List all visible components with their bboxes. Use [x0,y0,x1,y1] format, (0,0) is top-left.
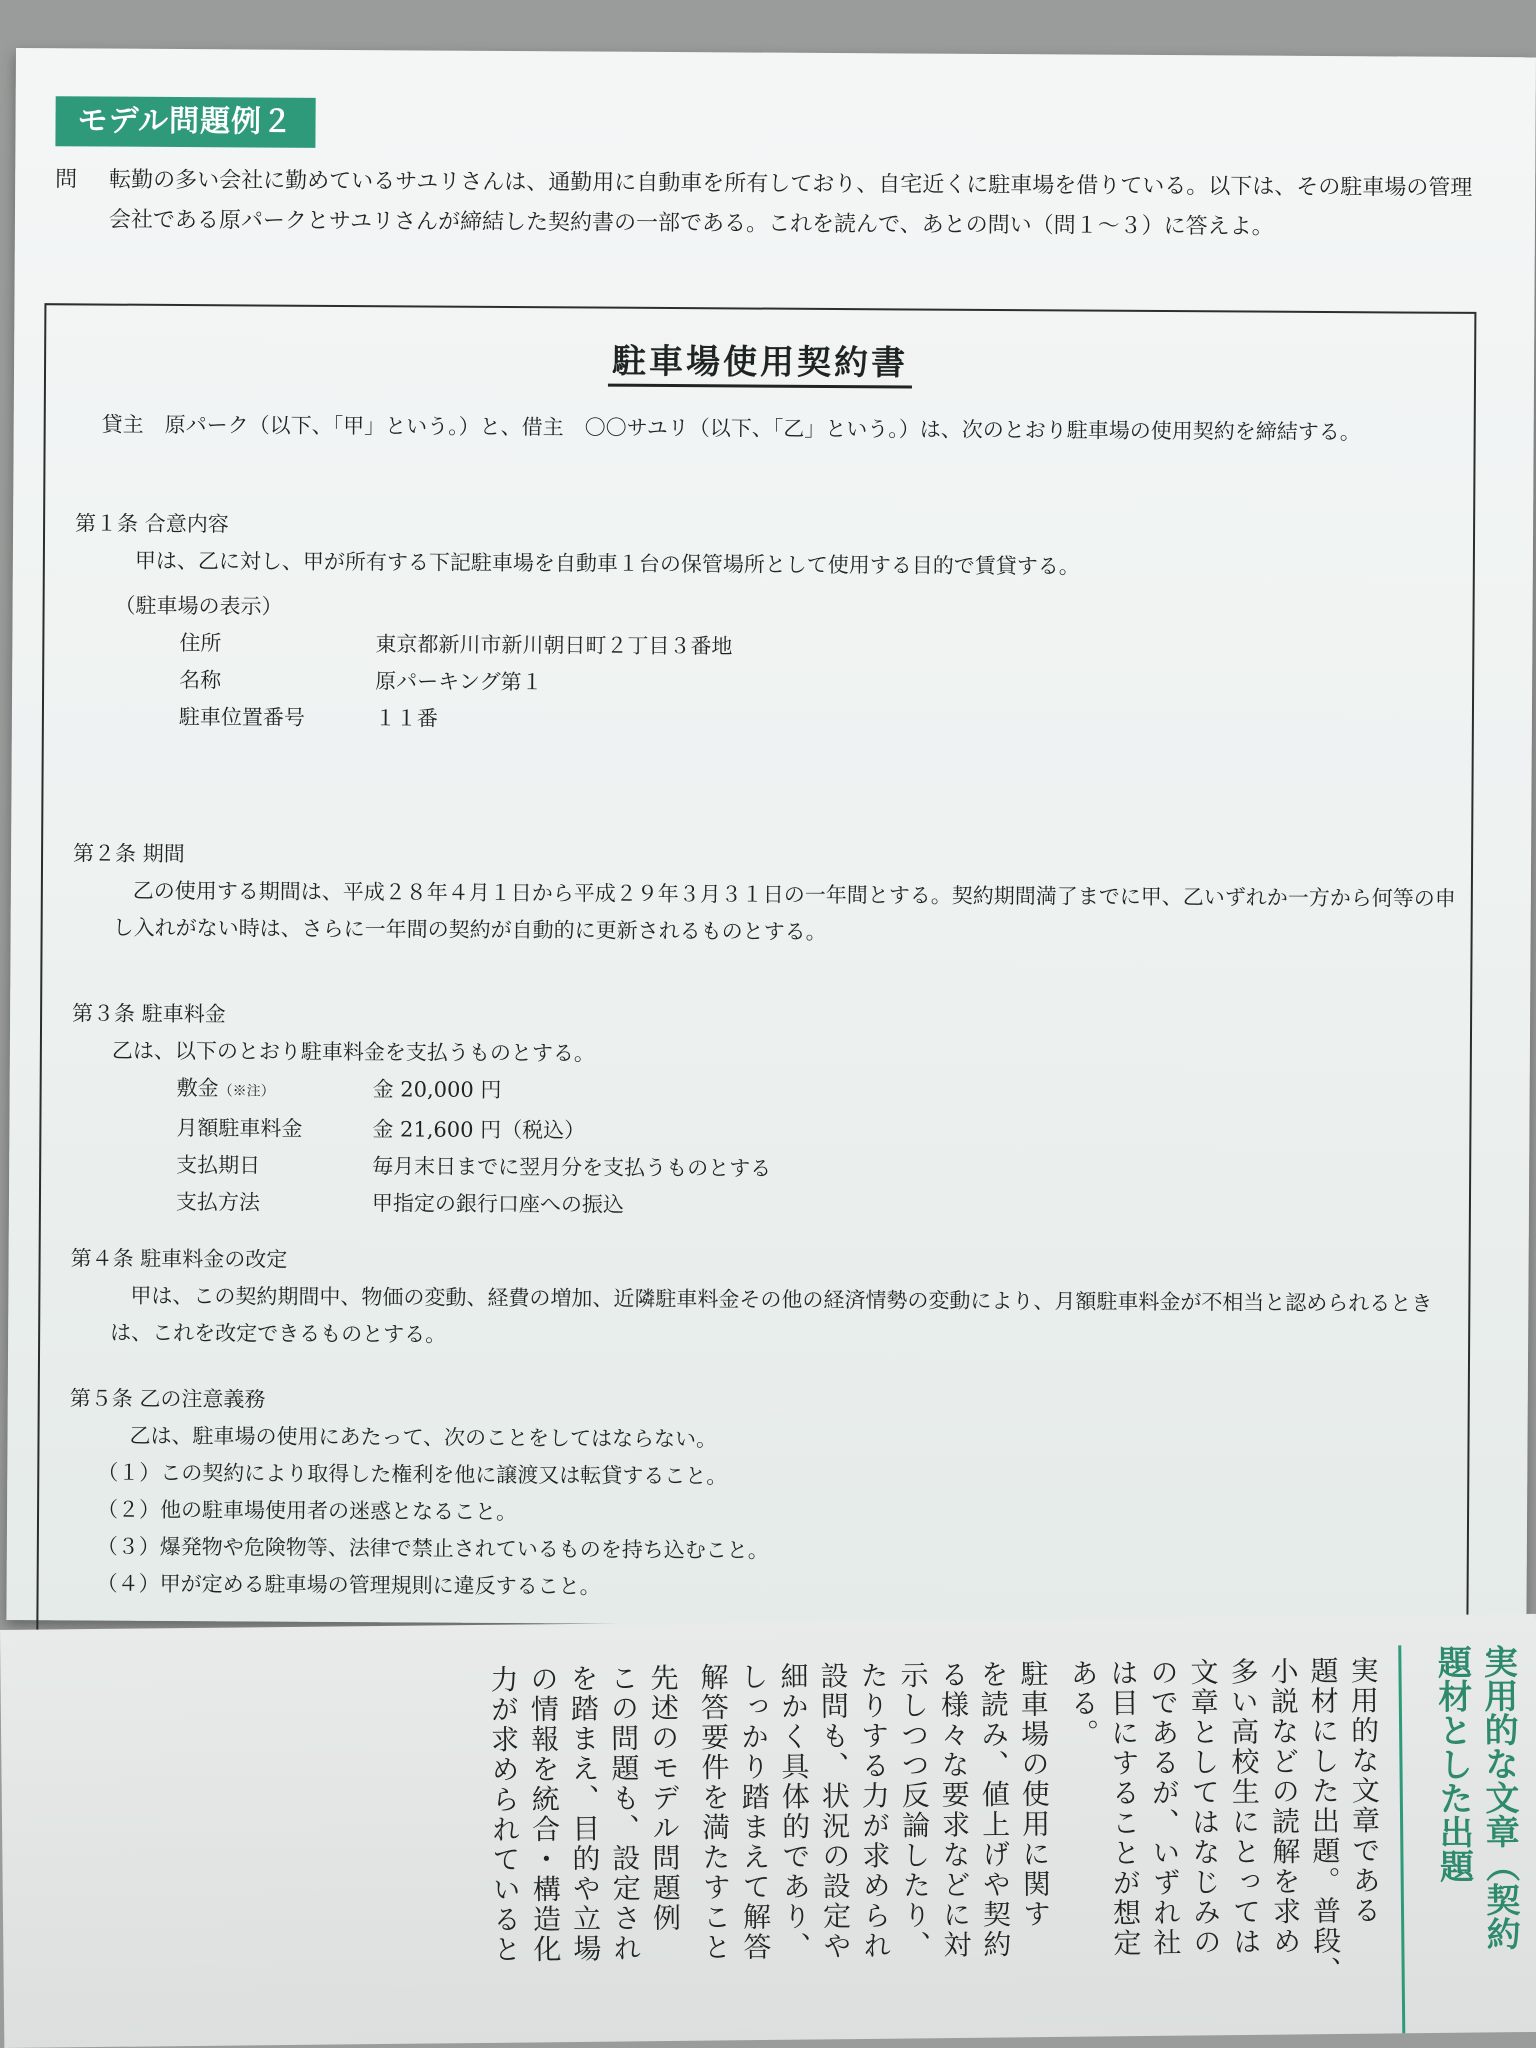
contract-box [36,303,1476,1647]
list-item: （２）他の駐車場使用者の迷惑となること。 [97,1497,518,1525]
bottom-heading-1: 実用的な文章（契約 [1477,1644,1521,1951]
article-3-body: 乙は、以下のとおり駐車料金を支払うものとする。 [111,1038,595,1066]
column-text: 解答要件を満たすこと [696,1662,733,1963]
column-text: を読み、値上げや契約 [976,1659,1013,1960]
article-4 [70,1240,1461,1359]
column-text: の情報を統合・構造化 [526,1664,563,1965]
column-text: 文章としてはなじみの [1186,1657,1223,1958]
column-text: 多い高校生にとっては [1226,1656,1263,1958]
table-row: 名称 原パーキング第１ [179,668,543,695]
table-row: 住所 東京都新川市新川朝日町２丁目３番地 [179,631,733,659]
list-item: （３）爆発物や危険物等、法律で禁止されているものを持ち込むこと。 [96,1534,769,1563]
list-item: （１）この契約により取得した権利を他に譲渡又は転貸すること。 [97,1460,728,1489]
question-prompt [55,160,1475,249]
article-5-title: 第５条 乙の注意義務 [69,1386,266,1412]
column-text: たりする力が求められ [856,1660,893,1962]
table-row: 支払期日 毎月末日までに翌月分を支払うものとする [176,1152,772,1181]
article-1 [74,505,1465,743]
prohibited-list [69,1454,1460,1610]
column-text: しっかり踏まえて解答 [736,1661,773,1963]
model-question-label: モデル問題例２ [55,96,315,148]
column-text: 細かく具体的であり、 [776,1661,813,1962]
column-text: この問題も、設定され [606,1663,643,1964]
column-text: は目にすることが想定 [1106,1658,1143,1959]
list-item: （４）甲が定める駐車場の管理規則に違反すること。 [96,1571,601,1599]
contract-intro: 貸主 原パーク（以下、「甲」という。）と、借主 〇〇サユリ（以下、「乙」という。）は、次のとおり駐車場の使用契約を締結する。 [101,412,1361,445]
column-text: 実用的な文章である [1346,1655,1383,1926]
column-text: 先述のモデル問題例 [646,1662,683,1934]
article-3 [71,995,1462,1228]
column-text: のであるが、いずれ社 [1146,1657,1183,1958]
article-4-title: 第４条 駐車料金の改定 [70,1246,288,1272]
column-text: を踏まえ、目的や立場 [566,1663,603,1965]
article-5-body: 乙は、駐車場の使用にあたって、次のことをしてはならない。 [129,1423,718,1452]
column-text: 設問も、状況の設定や [816,1661,853,1962]
column-text: る様々な要求などに対 [936,1659,973,1961]
column-text: 小説などの読解を求め [1266,1656,1303,1957]
table-row: 敷金（※注） 金 20,000 円 [176,1076,502,1102]
article-2 [73,835,1464,954]
article-1-title: 第１条 合意内容 [75,511,229,537]
article-2-body: 乙の使用する期間は、平成２８年４月１日から平成２９年３月３１日の一年間とする。契約期間満了までに甲、乙いずれか一方から何等の申し入れがない時は、さらに一年間の契約が自動的に更新されるものとする。 [112,878,1456,944]
table-row: 駐車位置番号 １１番 [178,705,438,731]
table-row: 支払方法 甲指定の銀行口座への振込 [175,1189,625,1217]
question-mark: 問 [55,167,78,193]
column-text: ある。 [1066,1658,1101,1749]
parking-display-label: （駐車場の表示） [114,593,283,619]
article-4-body: 甲は、この契約期間中、物価の変動、経費の増加、近隣駐車料金その他の経済情勢の変動により、月額駐車料金が不相当と認められるときは、これを改定できるものとする。 [110,1283,1433,1347]
article-2-title: 第２条 期間 [73,841,185,867]
contract-title: 駐車場使用契約書 [46,330,1474,388]
table-row: 月額駐車料金 金 21,600 円（税込） [176,1116,586,1143]
article-5 [69,1380,1460,1610]
booklet-page-bottom [0,1614,1536,2048]
column-text: 示しつつ反論したり、 [896,1660,933,1961]
column-text: 題材にした出題。普段、 [1306,1655,1343,1987]
article-1-body: 甲は、乙に対し、甲が所有する下記駐車場を自動車１台の保管場所として使用する目的で賃貸する。 [134,548,1080,579]
question-text: 転勤の多い会社に勤めているサユリさんは、通勤用に自動車を所有しており、自宅近くに駐車場を借りている。以下は、その駐車場の管理会社である原パークとサユリさんが締結した契約書の一部である。これを読んで、あとの問い（問１〜３）に答えよ。 [108,167,1473,240]
column-text: 力が求められていると [486,1664,523,1965]
heading-rule [1398,1645,1405,2045]
booklet-page-top [6,48,1536,1629]
bottom-heading-2: 題材とした出題 [1431,1644,1474,1884]
fee-table [176,1070,1462,1229]
parking-display-table [179,625,1465,744]
article-3-title: 第３条 駐車料金 [72,1001,226,1027]
column-text: 駐車場の使用に関す [1016,1659,1053,1930]
